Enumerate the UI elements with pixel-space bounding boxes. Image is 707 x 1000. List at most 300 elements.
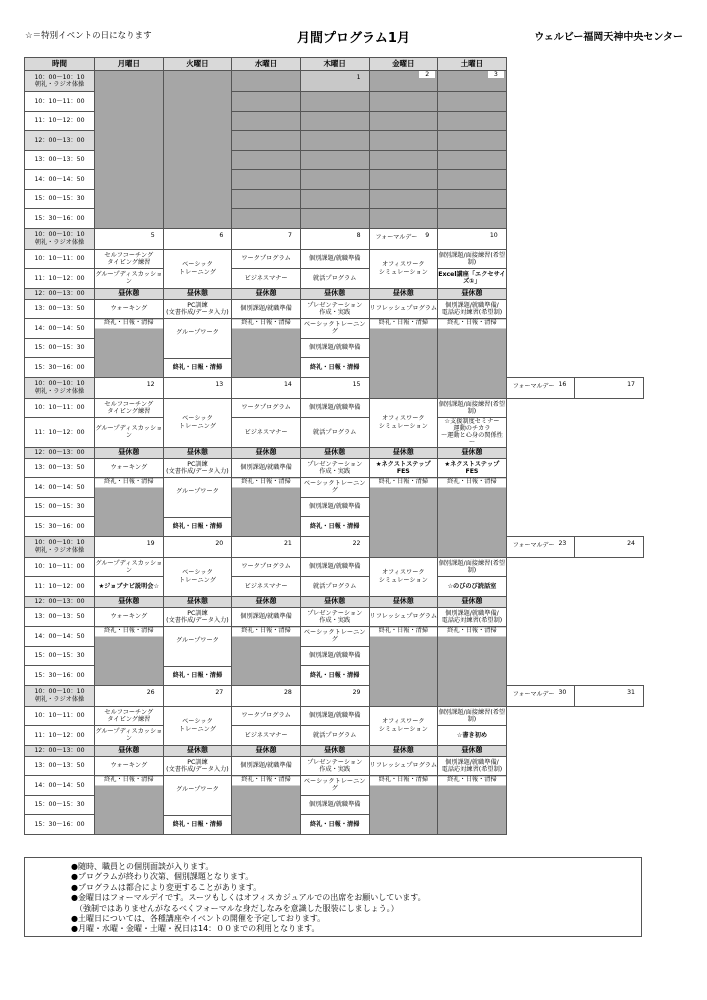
program-label: 終礼・日報・清掃 xyxy=(447,627,497,634)
program-cell xyxy=(163,458,232,478)
date-number: 30 xyxy=(558,688,567,696)
date-number: 6 xyxy=(219,231,224,239)
closing-cell xyxy=(438,319,507,399)
time-cell: 10：10～11：00 xyxy=(25,557,95,577)
time-cell: 12：00～13：00 xyxy=(25,596,95,607)
date-cell xyxy=(575,377,644,398)
lunch-cell: 昼休憩 xyxy=(438,745,507,756)
center-name: ウェルビー福岡天神中央センター xyxy=(534,32,683,43)
time-cell: 10：10～11：00 xyxy=(25,249,95,269)
program-cell xyxy=(369,398,438,447)
program-cell xyxy=(163,398,232,447)
program-label: ベーシック トレーニング xyxy=(178,261,216,276)
closing-cell xyxy=(95,776,164,835)
program-label: ワークプログラム xyxy=(241,404,291,412)
date-number: 23 xyxy=(558,539,567,547)
date-cell xyxy=(300,685,369,706)
time-cell: 15：00～15：30 xyxy=(25,189,95,209)
closing-label: 終礼・日報・清掃 xyxy=(164,517,232,536)
time-cell: 14：00～14：50 xyxy=(25,319,95,339)
time-cell: 15：30～16：00 xyxy=(25,815,95,835)
program-label: 終礼・日報・清掃 xyxy=(241,319,291,326)
date-cell xyxy=(575,685,644,706)
program-label: 就活プログラム xyxy=(313,582,357,590)
date-cell xyxy=(506,536,575,557)
note-item: ●プログラムは都合により変更することがあります。 xyxy=(71,882,262,892)
program-label: 個別課題/就職準備 xyxy=(308,255,361,263)
notes-box xyxy=(24,857,642,937)
time-cell: 12：00～13：00 xyxy=(25,447,95,458)
date-number: 16 xyxy=(558,380,567,388)
date-number: 5 xyxy=(150,231,155,239)
program-label: ★ネクストステップFES xyxy=(444,460,500,475)
program-cell xyxy=(369,756,438,776)
program-label: 個別課題/就職準備/ 電話応対練習(希望制) xyxy=(441,758,503,773)
program-label: 個別課題/就職準備 xyxy=(308,404,361,412)
closing-cell xyxy=(232,478,301,537)
program-cell xyxy=(300,706,369,726)
empty-cell xyxy=(369,92,438,112)
closing-cell xyxy=(438,776,507,835)
program-label: 個別課題/就職準備 xyxy=(308,652,361,660)
program-cell xyxy=(163,319,232,378)
date-number: 17 xyxy=(627,380,635,388)
program-label: グループワーク xyxy=(176,637,219,644)
program-label: オフィスワーク シミュレーション xyxy=(378,415,428,430)
program-label: ワークプログラム xyxy=(241,255,291,263)
program-cell xyxy=(95,577,164,597)
closing-cell xyxy=(369,319,438,399)
program-label: 就活プログラム xyxy=(313,428,357,436)
program-label: セルフコーチング タイピング練習 xyxy=(104,708,154,723)
program-label: 個別課題/就職準備 xyxy=(308,563,361,571)
program-cell xyxy=(438,607,507,627)
program-cell xyxy=(300,299,369,319)
program-cell xyxy=(232,299,301,319)
program-cell xyxy=(95,557,164,577)
program-cell xyxy=(438,299,507,319)
program-cell xyxy=(438,756,507,776)
program-cell xyxy=(369,249,438,288)
program-cell xyxy=(300,726,369,746)
program-cell xyxy=(232,577,301,597)
program-cell xyxy=(300,478,369,498)
date-cell xyxy=(232,536,301,557)
time-cell: 11：10～12：00 xyxy=(25,269,95,289)
program-cell xyxy=(232,706,301,726)
program-label: ★ネクストステップFES xyxy=(375,460,431,475)
note-item: ●随時、職員との個別面談が入ります。 xyxy=(71,862,214,871)
time-cell: 11：10～12：00 xyxy=(25,418,95,448)
note-item: ●土曜日については、各種講座やイベントの開催を予定しております。 xyxy=(71,914,326,924)
program-label: リフレッシュプログラム xyxy=(369,305,438,313)
program-label: ウォーキング xyxy=(110,464,148,472)
program-label: 終礼・日報・清掃 xyxy=(378,776,429,783)
program-label: 終礼・日報・清掃 xyxy=(447,776,497,783)
program-label: グループディスカッション xyxy=(95,728,163,743)
program-cell xyxy=(95,726,164,746)
time-cell: 11：10～12：00 xyxy=(25,111,95,131)
program-cell xyxy=(438,269,507,289)
day-header: 木曜日 xyxy=(300,58,369,71)
program-label: 個別課題/就職準備 xyxy=(308,503,361,511)
program-cell xyxy=(300,776,369,796)
formal-day-label: フォーマルデー xyxy=(375,233,418,241)
program-cell xyxy=(300,458,369,478)
program-label: ベーシック トレーニング xyxy=(178,718,216,733)
program-label: グループディスカッション xyxy=(95,559,163,574)
program-label: 終礼・日報・清掃 xyxy=(378,478,429,485)
empty-cell xyxy=(300,150,369,170)
program-cell xyxy=(300,577,369,597)
empty-cell xyxy=(232,111,301,131)
program-cell xyxy=(95,269,164,289)
program-cell xyxy=(232,557,301,577)
date-number: 7 xyxy=(287,231,292,239)
program-label: 個別課題/就職準備 xyxy=(240,613,292,621)
date-cell xyxy=(438,228,507,249)
program-label: 終礼・日報・清掃 xyxy=(104,319,154,326)
program-cell xyxy=(232,607,301,627)
program-label: 個別課題/就職準備 xyxy=(308,712,361,720)
note-item: ●金曜日はフォーマルデイです。スーツもしくはオフィスカジュアルでの出席をお願いしています。 xyxy=(71,893,426,903)
note-item: ●月曜・水曜・金曜・土曜・祝日は14：００までの利用となります。 xyxy=(71,924,320,934)
lunch-cell: 昼休憩 xyxy=(369,447,438,458)
lunch-cell: 昼休憩 xyxy=(163,745,232,756)
closing-cell xyxy=(438,627,507,707)
day-header-row xyxy=(25,58,644,71)
program-label: 個別課題/面接練習(希望制) xyxy=(438,559,506,574)
program-cell xyxy=(438,577,507,597)
date-number: 1 xyxy=(356,74,361,81)
program-cell xyxy=(438,706,507,726)
time-cell: 13：00～13：50 xyxy=(25,150,95,170)
date-cell xyxy=(95,685,164,706)
program-label: ウォーキング xyxy=(110,613,148,621)
closing-cell xyxy=(95,319,164,378)
program-label: ビジネスマナー xyxy=(244,428,288,436)
program-label: グループディスカッション xyxy=(95,425,163,440)
time-cell: 15：00～15：30 xyxy=(25,497,95,517)
empty-cell xyxy=(438,111,507,131)
note-item: （強制ではありませんがなるべくフォーマルな身だしなみを意識した服装にしましょう。） xyxy=(71,903,399,913)
date-number: 29 xyxy=(352,688,361,696)
note-item: ●プログラムが終わり次第、個別課題となります。 xyxy=(71,872,254,882)
closing-cell xyxy=(300,517,369,537)
empty-cell xyxy=(369,209,438,229)
date-cell xyxy=(232,685,301,706)
time-cell: 15：00～15：30 xyxy=(25,646,95,666)
lunch-cell: 昼休憩 xyxy=(163,596,232,607)
program-label: ベーシック トレーニング xyxy=(178,569,216,584)
program-cell xyxy=(95,756,164,776)
date-number: 3 xyxy=(488,71,504,78)
program-label: セルフコーチング タイピング練習 xyxy=(104,251,154,266)
closing-cell xyxy=(95,478,164,537)
time-cell: 12：00～13：00 xyxy=(25,131,95,151)
program-cell xyxy=(300,249,369,269)
program-cell xyxy=(369,299,438,319)
time-cell: 12：00～13：00 xyxy=(25,288,95,299)
time-cell: 13：00～13：50 xyxy=(25,299,95,319)
program-cell xyxy=(300,398,369,418)
date-number: 8 xyxy=(356,231,361,239)
empty-cell xyxy=(369,170,438,190)
time-cell: 10：00～10：10 朝礼・ラジオ体操 xyxy=(25,536,95,557)
program-label: 個別課題/面接練習(希望制) xyxy=(438,400,506,415)
empty-cell xyxy=(300,209,369,229)
program-label: ★ジョブナビ説明会☆ xyxy=(98,582,160,590)
program-label: 終礼・日報・清掃 xyxy=(309,820,360,828)
closing-cell xyxy=(438,478,507,558)
time-cell: 15：30～16：00 xyxy=(25,666,95,686)
date-number: 21 xyxy=(284,539,292,547)
program-cell xyxy=(232,269,301,289)
program-cell xyxy=(163,249,232,288)
time-cell: 15：30～16：00 xyxy=(25,517,95,537)
empty-cell xyxy=(300,189,369,209)
day-header: 時間 xyxy=(25,58,95,71)
program-cell xyxy=(232,249,301,269)
lunch-cell: 昼休憩 xyxy=(232,447,301,458)
empty-cell xyxy=(438,150,507,170)
program-label: Excel講座「エクセサイズ①」 xyxy=(438,271,506,286)
program-label: ワークプログラム xyxy=(241,563,291,571)
time-cell: 13：00～13：50 xyxy=(25,458,95,478)
program-cell xyxy=(300,795,369,815)
closing-cell xyxy=(232,776,301,835)
program-cell xyxy=(369,557,438,596)
lunch-cell: 昼休憩 xyxy=(232,596,301,607)
program-cell xyxy=(438,458,507,478)
date-cell xyxy=(163,685,232,706)
program-label: グループワーク xyxy=(176,329,219,336)
program-cell xyxy=(300,269,369,289)
empty-cell xyxy=(232,92,301,112)
program-cell xyxy=(232,418,301,448)
program-cell xyxy=(232,458,301,478)
program-cell xyxy=(300,319,369,339)
program-label: PC訓練 (文書作成/データ入力) xyxy=(166,460,229,475)
date-cell xyxy=(300,228,369,249)
time-cell: 10：10～11：00 xyxy=(25,92,95,112)
empty-cell xyxy=(300,92,369,112)
lunch-cell: 昼休憩 xyxy=(438,447,507,458)
program-cell xyxy=(163,706,232,745)
formal-day-label: フォーマルデー xyxy=(512,541,555,549)
program-label: 終礼・日報・清掃 xyxy=(241,776,291,783)
program-label: ビジネスマナー xyxy=(244,582,288,590)
lunch-cell: 昼休憩 xyxy=(300,596,369,607)
date-number: 27 xyxy=(215,688,224,696)
date-number: 19 xyxy=(146,539,155,547)
program-label: ベーシックトレーニング xyxy=(303,778,366,793)
closing-cell xyxy=(300,358,369,378)
program-cell xyxy=(163,607,232,627)
time-cell: 10：00～10：10 朝礼・ラジオ体操 xyxy=(25,228,95,249)
closing-cell xyxy=(232,319,301,378)
program-label: PC訓練 (文書作成/データ入力) xyxy=(166,301,229,316)
program-label: ベーシックトレーニング xyxy=(303,321,366,336)
program-cell xyxy=(95,299,164,319)
program-cell xyxy=(95,458,164,478)
program-label: ビジネスマナー xyxy=(244,274,288,282)
program-label: オフィスワーク シミュレーション xyxy=(378,569,428,584)
time-cell: 12：00～13：00 xyxy=(25,745,95,756)
program-cell xyxy=(95,706,164,726)
time-cell: 13：00～13：50 xyxy=(25,756,95,776)
program-cell xyxy=(438,418,507,448)
empty-cell xyxy=(232,71,301,92)
program-cell xyxy=(232,756,301,776)
program-label: PC訓練 (文書作成/データ入力) xyxy=(166,609,229,624)
date-cell xyxy=(95,536,164,557)
empty-cell xyxy=(232,131,301,151)
date-cell xyxy=(95,377,164,398)
date-number: 13 xyxy=(215,380,224,388)
empty-cell xyxy=(438,170,507,190)
lunch-cell: 昼休憩 xyxy=(300,288,369,299)
date-cell xyxy=(300,536,369,557)
date-cell xyxy=(163,228,232,249)
program-label: 就活プログラム xyxy=(313,731,357,739)
time-cell: 15：30～16：00 xyxy=(25,358,95,378)
program-label: ウォーキング xyxy=(110,305,148,313)
day-header: 土曜日 xyxy=(438,58,507,71)
formal-day-label: フォーマルデー xyxy=(512,690,555,698)
time-cell: 15：00～15：30 xyxy=(25,338,95,358)
empty-cell xyxy=(232,170,301,190)
program-cell xyxy=(95,398,164,418)
date-number: 20 xyxy=(215,539,224,547)
lunch-cell: 昼休憩 xyxy=(300,745,369,756)
program-cell xyxy=(438,249,507,269)
program-label: ☆支援制度セミナー 運動のチカラ ～運動と心身の関係性～ xyxy=(441,418,503,447)
empty-cell xyxy=(369,131,438,151)
program-cell xyxy=(300,338,369,358)
program-cell xyxy=(300,756,369,776)
empty-cell xyxy=(232,209,301,229)
program-label: ワークプログラム xyxy=(241,712,291,720)
date-number: 9 xyxy=(425,231,430,239)
program-cell xyxy=(369,706,438,745)
date-cell xyxy=(438,71,507,92)
empty-cell xyxy=(300,170,369,190)
program-label: ベーシック トレーニング xyxy=(178,415,216,430)
program-cell xyxy=(300,607,369,627)
date-cell xyxy=(369,71,438,92)
program-label: 個別課題/就職準備 xyxy=(240,464,292,472)
program-label: 終礼・日報・清掃 xyxy=(104,478,154,485)
program-label: プレゼンテーション 作成・実践 xyxy=(307,301,363,316)
date-number: 14 xyxy=(284,380,292,388)
lunch-cell: 昼休憩 xyxy=(232,288,301,299)
closing-cell xyxy=(232,627,301,686)
program-cell xyxy=(300,418,369,448)
program-label: リフレッシュプログラム xyxy=(369,762,438,770)
program-label: セルフコーチング タイピング練習 xyxy=(104,400,154,415)
program-cell xyxy=(300,627,369,647)
date-cell xyxy=(506,377,575,398)
lunch-cell: 昼休憩 xyxy=(438,596,507,607)
date-number: 12 xyxy=(146,380,155,388)
date-number: 26 xyxy=(146,688,155,696)
program-label: 終礼・日報・清掃 xyxy=(241,478,291,485)
date-number: 24 xyxy=(627,539,635,547)
lunch-cell: 昼休憩 xyxy=(438,288,507,299)
program-label: ウォーキング xyxy=(110,762,148,770)
program-label: 個別課題/就職準備 xyxy=(308,801,361,809)
empty-cell xyxy=(438,189,507,209)
date-number: 22 xyxy=(352,539,361,547)
page-header xyxy=(0,0,707,55)
closing-cell xyxy=(95,627,164,686)
lunch-cell: 昼休憩 xyxy=(300,447,369,458)
program-cell xyxy=(369,607,438,627)
program-label: プレゼンテーション 作成・実践 xyxy=(307,758,363,773)
day-header: 水曜日 xyxy=(232,58,301,71)
program-cell xyxy=(95,249,164,269)
program-label: 終礼・日報・清掃 xyxy=(309,671,360,679)
lunch-cell: 昼休憩 xyxy=(163,288,232,299)
empty-cell xyxy=(300,131,369,151)
time-cell: 10：00～10：10 朝礼・ラジオ体操 xyxy=(25,685,95,706)
empty-cell xyxy=(163,71,232,229)
day-header: 金曜日 xyxy=(369,58,438,71)
program-label: 終礼・日報・清掃 xyxy=(309,522,360,530)
lunch-cell: 昼休憩 xyxy=(369,288,438,299)
program-label: ビジネスマナー xyxy=(244,731,288,739)
time-cell: 10：00～10：10 朝礼・ラジオ体操 xyxy=(25,71,95,92)
date-cell xyxy=(163,377,232,398)
closing-cell xyxy=(369,478,438,558)
program-label: グループワーク xyxy=(176,786,219,793)
date-number: 10 xyxy=(489,231,498,239)
empty-cell xyxy=(438,209,507,229)
time-cell: 11：10～12：00 xyxy=(25,577,95,597)
program-label: 個別課題/就職準備/ 電話応対練習(希望制) xyxy=(441,301,503,316)
day-header: 月曜日 xyxy=(95,58,164,71)
program-label: 個別課題/面接練習(希望制) xyxy=(438,251,506,266)
lunch-cell: 昼休憩 xyxy=(95,447,164,458)
program-label: 個別課題/就職準備 xyxy=(308,344,361,352)
program-cell xyxy=(438,398,507,418)
empty-cell xyxy=(438,92,507,112)
date-cell xyxy=(369,228,438,249)
date-cell xyxy=(232,377,301,398)
program-label: オフィスワーク シミュレーション xyxy=(378,718,428,733)
program-label: オフィスワーク シミュレーション xyxy=(378,261,428,276)
empty-cell xyxy=(369,150,438,170)
program-label: 終礼・日報・清掃 xyxy=(447,478,497,485)
time-cell: 14：00～14：50 xyxy=(25,170,95,190)
program-cell xyxy=(300,557,369,577)
program-label: グループワーク xyxy=(176,488,219,495)
time-cell: 15：00～15：30 xyxy=(25,795,95,815)
closing-label: 終礼・日報・清掃 xyxy=(164,815,232,834)
program-label: 終礼・日報・清掃 xyxy=(378,627,429,634)
date-cell xyxy=(232,228,301,249)
program-label: プレゼンテーション 作成・実践 xyxy=(307,609,363,624)
program-cell xyxy=(163,478,232,537)
lunch-cell: 昼休憩 xyxy=(369,745,438,756)
day-header: 火曜日 xyxy=(163,58,232,71)
closing-cell xyxy=(300,666,369,686)
program-cell xyxy=(163,756,232,776)
empty-cell xyxy=(95,71,164,229)
program-label: 個別課題/就職準備 xyxy=(240,305,292,313)
program-label: PC訓練 (文書作成/データ入力) xyxy=(166,758,229,773)
